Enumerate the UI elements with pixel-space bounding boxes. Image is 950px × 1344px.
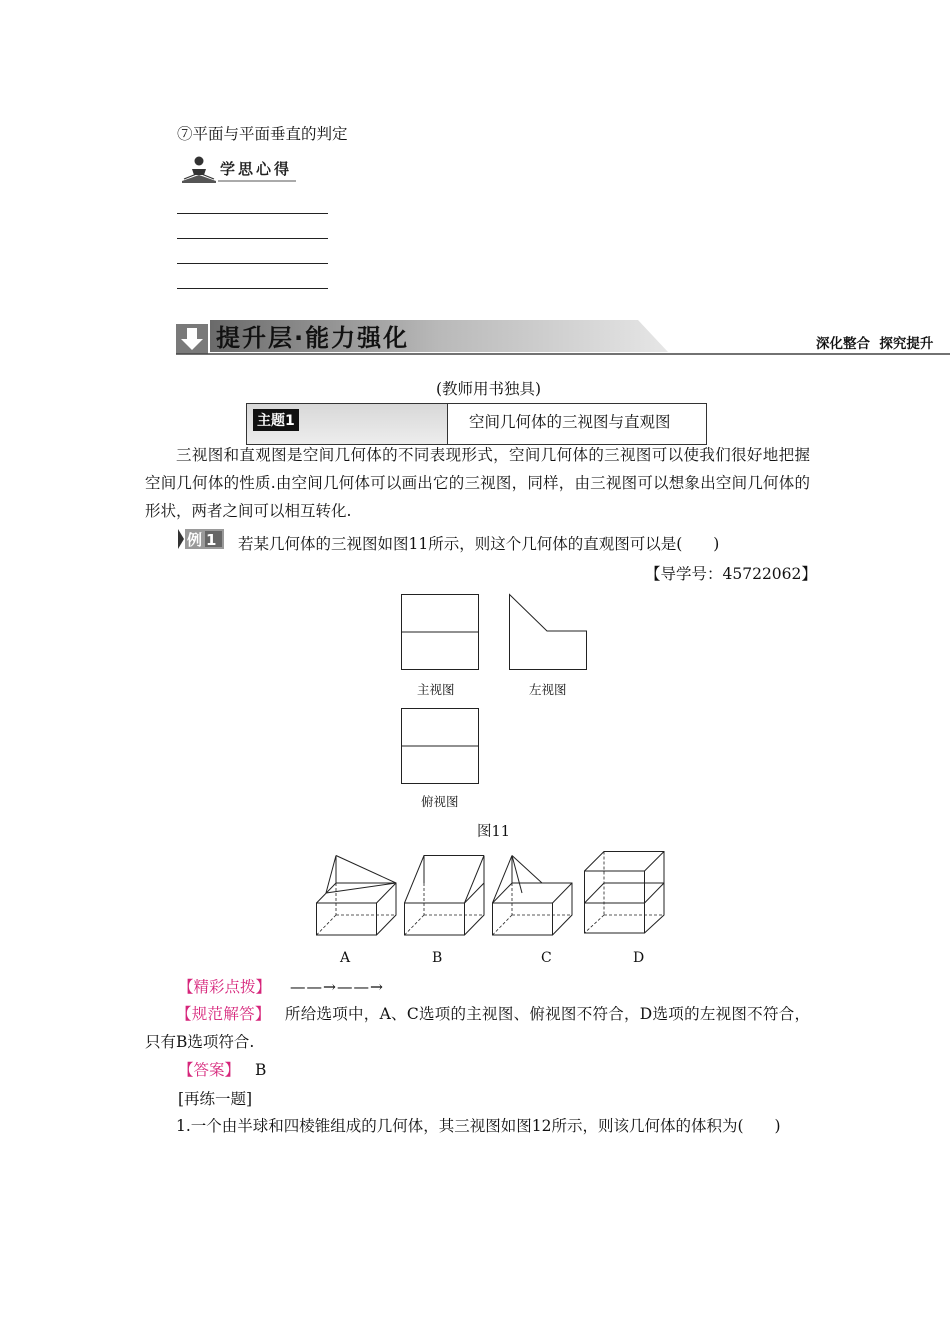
- option-a-figure: [316, 855, 398, 937]
- answer-line: [178, 1058, 266, 1080]
- blank-line: [177, 213, 328, 214]
- study-badge: [180, 155, 300, 185]
- section-banner-right: 深化整合 探究提升: [816, 336, 934, 352]
- guide-number: 【导学号：45722062】: [645, 565, 817, 583]
- top-view: [401, 708, 479, 784]
- topic-box: [246, 403, 707, 445]
- blank-line: [177, 238, 328, 239]
- option-c-figure: [492, 855, 574, 937]
- option-b-figure: [404, 855, 486, 937]
- list-item-7: ⑦平面与平面垂直的判定: [177, 125, 348, 143]
- topic-title: 空间几何体的三视图与直观图: [469, 413, 671, 431]
- example-tag: [178, 529, 224, 549]
- option-d-figure: [584, 851, 666, 933]
- option-label-c: C: [541, 950, 552, 966]
- hint-label: [178, 975, 384, 997]
- section-banner: [176, 316, 950, 358]
- answer-label: 【答案】: [178, 1061, 241, 1079]
- section-banner-title: 提升层·能力强化: [216, 324, 410, 352]
- front-view: [401, 594, 479, 670]
- option-label-b: B: [432, 950, 443, 966]
- arrow-down-icon: [176, 324, 208, 354]
- hint-text: ——→——→: [289, 978, 384, 996]
- study-badge-text: 学思心得: [220, 160, 293, 178]
- topic-tag: 主题1: [253, 409, 299, 431]
- side-view: [509, 594, 587, 670]
- example-question: 若某几何体的三视图如图11所示，则这个几何体的直观图可以是( ): [238, 535, 720, 553]
- blank-line: [177, 263, 328, 264]
- practice-header: [再练一题]: [178, 1090, 253, 1108]
- option-label-d: D: [633, 950, 645, 966]
- answer-value: B: [254, 1061, 267, 1079]
- practice-question-1: 1.一个由半球和四棱锥组成的几何体，其三视图如图12所示，则该几何体的体积为( ): [176, 1117, 781, 1135]
- topic-tag-area: [247, 404, 448, 444]
- side-view-label: 左视图: [529, 682, 567, 697]
- hint-label-text: 【精彩点拨】: [178, 978, 272, 996]
- solution-text: 所给选项中，A、C选项的主视图、俯视图不符合，D选项的左视图不符合，只有B选项符合.: [145, 1005, 810, 1051]
- option-label-a: A: [340, 950, 351, 966]
- teacher-note: (教师用书独具): [436, 380, 542, 398]
- example-tag-text: 例1: [187, 531, 221, 549]
- top-view-label: 俯视图: [421, 794, 459, 809]
- blank-line: [177, 288, 328, 289]
- reader-icon: [180, 155, 218, 185]
- front-view-label: 主视图: [417, 682, 455, 697]
- solution-paragraph: [145, 1000, 810, 1056]
- figure-caption: 图11: [477, 824, 510, 840]
- intro-paragraph: 三视图和直观图是空间几何体的不同表现形式，空间几何体的三视图可以使我们很好地把握空间几何体的性质.由空间几何体可以画出它的三视图，同样，由三视图可以想象出空间几何体的形状，两者之间可以相互转化.: [145, 446, 810, 520]
- solution-label: 【规范解答】: [176, 1005, 271, 1023]
